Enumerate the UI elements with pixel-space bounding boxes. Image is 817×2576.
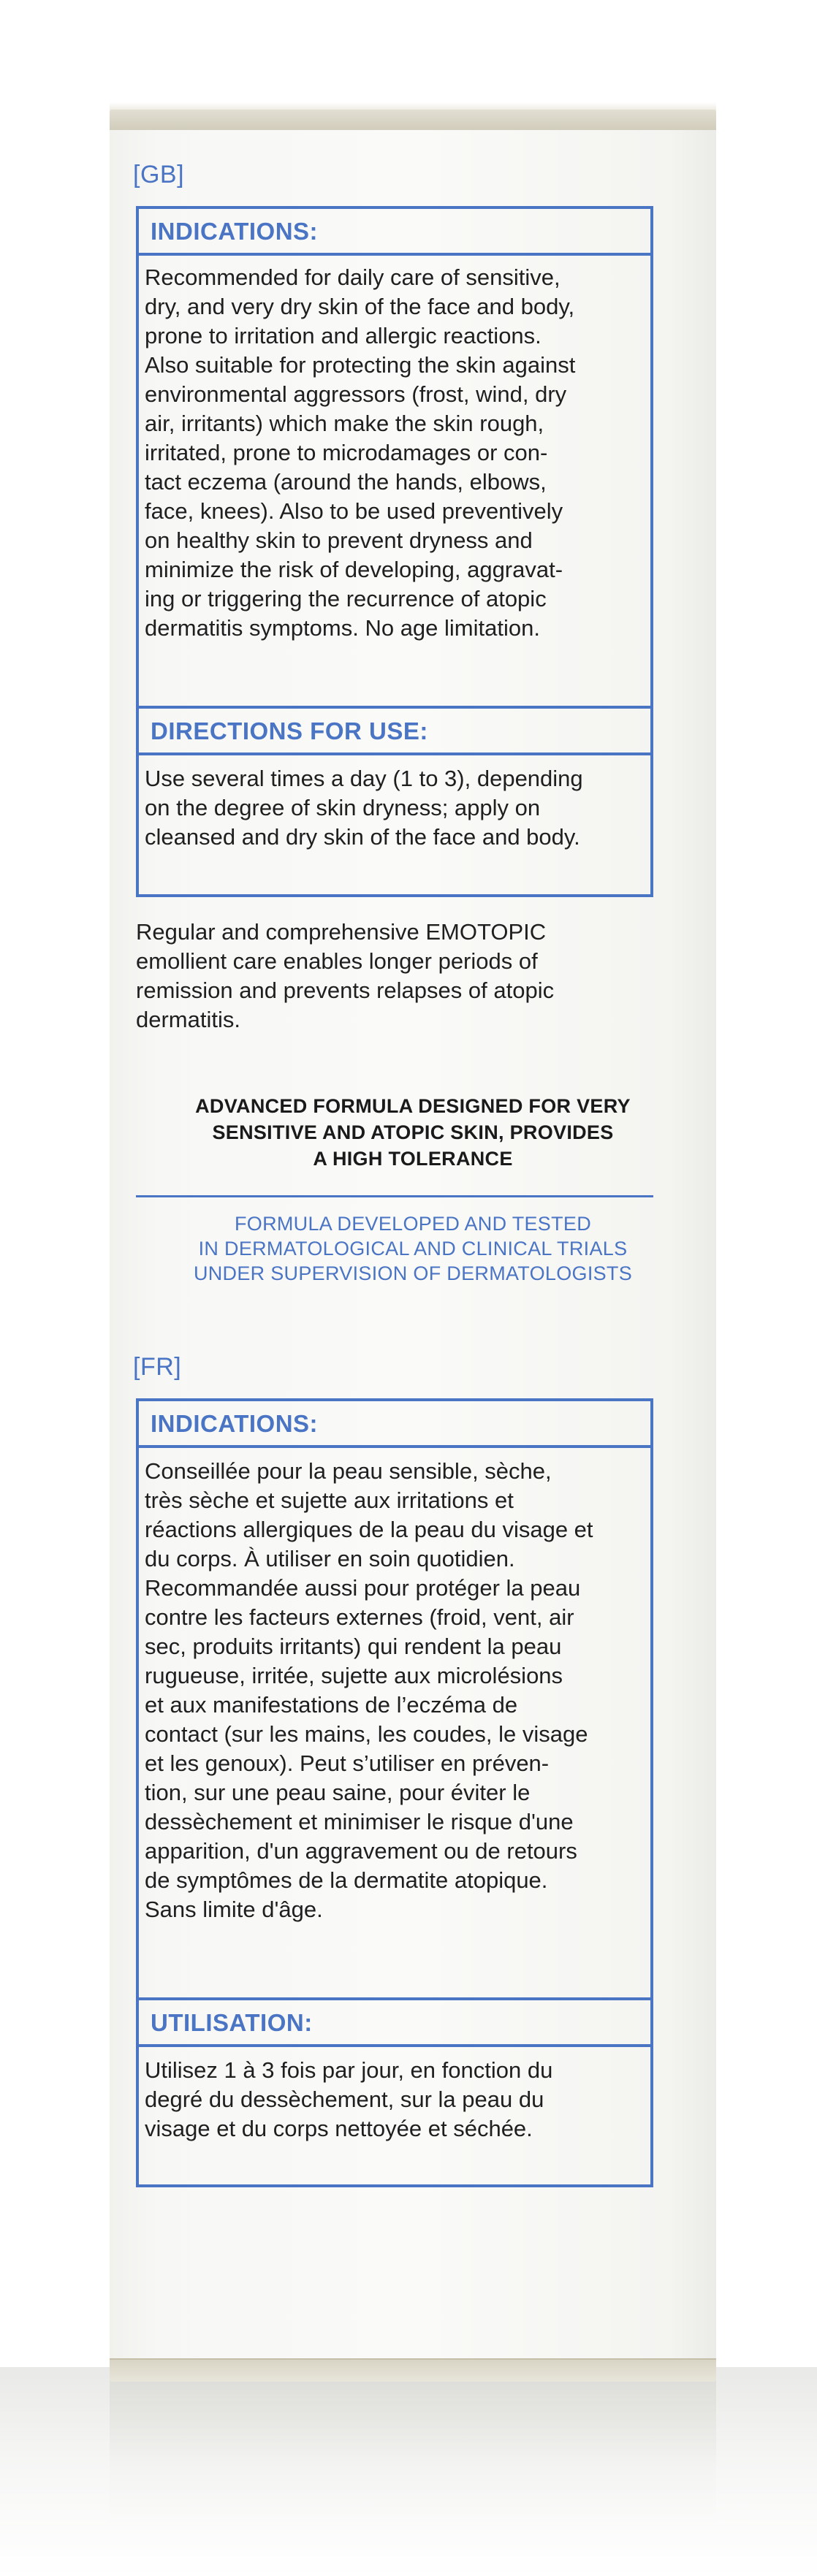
gb-indications-heading: INDICATIONS: xyxy=(151,218,319,245)
text-line: sec, produits irritants) qui rendent la peau xyxy=(145,1634,562,1659)
fr-indications-divider xyxy=(136,1445,653,1448)
text-line: on the degree of skin dryness; apply on xyxy=(145,795,541,820)
text-line: Sans limite d'âge. xyxy=(145,1897,323,1922)
text-line: Recommended for daily care of sensitive, xyxy=(145,264,560,290)
fr-usage-divider xyxy=(136,2044,653,2047)
gb-directions-divider-top xyxy=(136,706,653,709)
text-line: IN DERMATOLOGICAL AND CLINICAL TRIALS xyxy=(198,1238,628,1260)
fr-usage-divider-top xyxy=(136,1997,653,2000)
claim-divider xyxy=(136,1195,653,1197)
text-line: Also suitable for protecting the skin against xyxy=(145,352,576,378)
text-line: tion, sur une peau saine, pour éviter le xyxy=(145,1780,531,1805)
text-line: Utilisez 1 à 3 fois par jour, en fonction du xyxy=(145,2057,553,2083)
text-line: réactions allergiques de la peau du visage et xyxy=(145,1517,593,1542)
box-bottom-flap xyxy=(110,2358,716,2382)
text-line: Use several times a day (1 to 3), depending xyxy=(145,766,583,791)
text-line: environmental aggressors (frost, wind, dry xyxy=(145,381,567,407)
box-reflection xyxy=(110,2378,716,2524)
fr-indications-heading: INDICATIONS: xyxy=(151,1410,319,1437)
text-line: dermatitis symptoms. No age limitation. xyxy=(145,615,540,641)
text-line: contre les facteurs externes (froid, vent, air xyxy=(145,1604,574,1630)
fr-usage-heading: UTILISATION: xyxy=(151,2009,313,2036)
text-line: Regular and comprehensive EMOTOPIC xyxy=(136,919,547,945)
text-line: air, irritants) which make the skin rough, xyxy=(145,411,544,436)
text-line: A HIGH TOLERANCE xyxy=(313,1148,513,1170)
gb-language-tag: [GB] xyxy=(133,161,185,188)
text-line: et aux manifestations de l’eczéma de xyxy=(145,1692,518,1718)
fr-indications-text xyxy=(145,1457,645,1924)
fr-usage-text xyxy=(145,2056,645,2144)
text-line: degré du dessèchement, sur la peau du xyxy=(145,2087,544,2112)
text-line: irritated, prone to microdamages or con- xyxy=(145,440,548,465)
text-line: emollient care enables longer periods of xyxy=(136,948,538,974)
text-line: face, knees). Also to be used preventively xyxy=(145,498,563,524)
gb-indications-text xyxy=(145,263,645,643)
fr-language-tag: [FR] xyxy=(133,1353,182,1381)
text-line: Recommandée aussi pour protéger la peau xyxy=(145,1575,581,1601)
gb-indications-divider xyxy=(136,253,653,256)
text-line: cleansed and dry skin of the face and body. xyxy=(145,824,580,850)
text-line: Conseillée pour la peau sensible, sèche, xyxy=(145,1458,552,1484)
text-line: visage et du corps nettoyée et séchée. xyxy=(145,2116,533,2141)
text-line: ing or triggering the recurrence of atopic xyxy=(145,586,547,611)
text-line: remission and prevents relapses of atopic xyxy=(136,978,555,1003)
text-line: on healthy skin to prevent dryness and xyxy=(145,527,533,553)
text-line: rugueuse, irritée, sujette aux microlésions xyxy=(145,1663,563,1688)
text-line: prone to irritation and allergic reactions. xyxy=(145,323,542,348)
text-line: dermatitis. xyxy=(136,1007,240,1032)
text-line: ADVANCED FORMULA DESIGNED FOR VERY xyxy=(195,1095,631,1117)
gb-directions-heading: DIRECTIONS FOR USE: xyxy=(151,717,428,744)
text-line: UNDER SUPERVISION OF DERMATOLOGISTS xyxy=(193,1262,633,1284)
text-line: de symptômes de la dermatite atopique. xyxy=(145,1867,548,1893)
gb-directions-divider xyxy=(136,752,653,755)
text-line: dessèchement et minimiser le risque d'une xyxy=(145,1809,574,1834)
text-line: et les genoux). Peut s’utiliser en préven- xyxy=(145,1750,550,1776)
formula-claim xyxy=(117,1093,709,1172)
text-line: du corps. À utiliser en soin quotidien. xyxy=(145,1546,515,1571)
text-line: tact eczema (around the hands, elbows, xyxy=(145,469,547,495)
gb-regular-care-text xyxy=(136,918,645,1034)
text-line: très sèche et sujette aux irritations et xyxy=(145,1487,514,1513)
text-line: FORMULA DEVELOPED AND TESTED xyxy=(234,1213,592,1235)
gb-directions-text xyxy=(145,764,645,852)
text-line: apparition, d'un aggravement ou de retours xyxy=(145,1838,577,1864)
text-line: minimize the risk of developing, aggravat- xyxy=(145,557,563,582)
tested-statement xyxy=(117,1211,709,1286)
text-line: contact (sur les mains, les coudes, le visage xyxy=(145,1721,588,1747)
text-line: dry, and very dry skin of the face and body, xyxy=(145,294,575,319)
text-line: SENSITIVE AND ATOPIC SKIN, PROVIDES xyxy=(212,1121,614,1143)
